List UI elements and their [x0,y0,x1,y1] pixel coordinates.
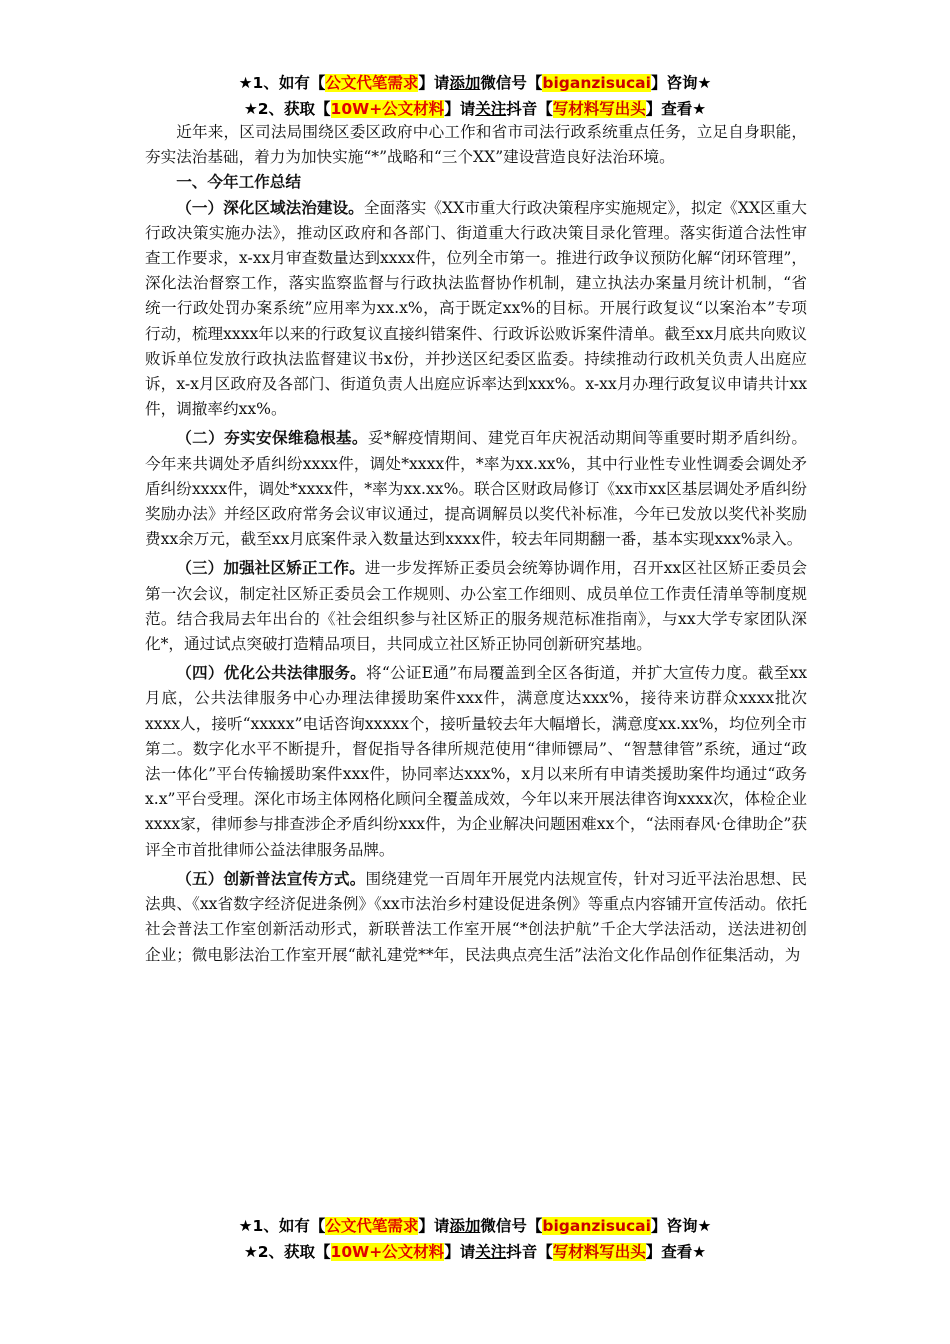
item-lead: （四）优化公共法律服务。 [176,664,366,683]
promo-line-2: ★2、获取【10W+公文材料】请关注抖音【写材料写出头】查看★ [243,1243,707,1261]
promo-line-1: ★1、如有【公文代笔需求】请添加微信号【biganzisucai】咨询★ [238,74,712,92]
item-paragraph-2 [145,426,807,552]
item-lead: （三）加强社区矫正工作。 [176,559,365,578]
item-lead: （一）深化区域法治建设。 [176,198,364,217]
item-paragraph-4 [145,661,807,863]
highlight-wechat: biganzisucai [542,1217,651,1235]
item-lead: （五）创新普法宣传方式。 [176,869,366,888]
highlight-wechat: biganzisucai [542,74,651,92]
promo-banner-bottom [140,1213,810,1265]
promo-line-2: ★2、获取【10W+公文材料】请关注抖音【写材料写出头】查看★ [243,100,707,118]
item-body: 妥*解疫情期间、建党百年庆祝活动期间等重要时期矛盾纠纷。今年来共调处矛盾纠纷xxxx件，调处*xxxx件，*率为xx.xx%，其中行业性专业性调委会调处矛盾纠纷xxxx件，调处*xxxx件，*率为xx.xx%。联合区财政局修订《xx市xx区基层调处矛盾纠纷奖励办法》并经区政府常务会议审议通过，提高调解员以奖代补标准，今年已发放以奖代补奖励费xx余万元，截至xx月底案件录入数量达到xxxx件，较去年同期翻一番，基本实现xxx%录入。 [145,429,807,549]
intro-paragraph: 近年来，区司法局围绕区委区政府中心工作和省市司法行政系统重点任务，立足自身职能，夯实法治基础，着力为加快实施“*”战略和“三个XX”建设营造良好法治环境。 [145,123,807,167]
item-paragraph-5 [145,867,807,968]
item-body: 围绕建党一百周年开展党内法规宣传，针对习近平法治思想、民法典、《xx省数字经济促进条例》《xx市法治乡村建设促进条例》等重点内容铺开宣传活动。依托社会普法工作室创新活动形式，新联普法工作室开展“*创法护航”千企大学法活动，送法进初创企业；微电影法治工作室开展“献礼建党**年，民法典点亮生活”法治文化作品创作征集活动，为 [145,869,807,964]
section-heading: 一、今年工作总结 [176,173,301,192]
document-body [145,120,807,968]
item-body: 进一步发挥矫正委员会统筹协调作用，召开xx区社区矫正委员会第一次会议，制定社区矫正委员会工作规则、办公室工作细则、成员单位工作责任清单等制度规范。结合我局去年出台的《社会组织参与社区矫正的服务规范标准指南》，与xx大学专家团队深化*，通过试点突破打造精品项目，共同成立社区矫正协同创新研究基地。 [145,559,807,654]
promo-line-1: ★1、如有【公文代笔需求】请添加微信号【biganzisucai】咨询★ [238,1217,712,1235]
item-lead: （二）夯实安保维稳根基。 [176,429,368,448]
item-paragraph-1 [145,196,807,423]
promo-banner-top [140,70,810,122]
item-body: 全面落实《XX市重大行政决策程序实施规定》，拟定《XX区重大行政决策实施办法》，推动区政府和各部门、街道重大行政决策目录化管理。落实街道合法性审查工作要求，x-xx月审查数量达到xxxx件，位列全市第一。推进行政争议预防化解“闭环管理”，深化法治督察工作，落实监察监督与行政执法监督协作机制，建立执法办案量月统计机制，“省统一行政处罚办案系统”应用率为xx.x%，高于既定xx%的目标。开展行政复议“以案治本”专项行动，梳理xxxx年以来的行政复议直接纠错案件、行政诉讼败诉案件清单。截至xx月底共向败议败诉单位发放行政执法监督建议书x份，并抄送区纪委区监委。持续推动行政机关负责人出庭应诉，x-x月区政府及各部门、街道负责人出庭应诉率达到xxx%。x-xx月办理行政复议申请共计xx件，调撤率约xx%。 [145,198,807,419]
highlight-text: 公文代笔需求 [325,1217,419,1235]
highlight-text: 10W+公文材料 [330,1243,445,1261]
item-paragraph-3 [145,556,807,657]
highlight-douyin: 写材料写出头 [552,1243,646,1261]
highlight-douyin: 写材料写出头 [552,100,646,118]
item-body: 将“公证E通”布局覆盖到全区各街道，并扩大宣传力度。截至xx月底，公共法律服务中心办理法律援助案件xxx件，满意度达xxx%，接待来访群众xxxx批次xxxx人，接听“xxxxx”电话咨询xxxxx个，接听量较去年大幅增长，满意度xx.xx%，均位列全市第二。数字化水平不断提升，督促指导各律所规范使用“律师镖局”、“智慧律管”系统，通过“政法一体化”平台传输援助案件xxx件，协同率达xxx%，x月以来所有申请类援助案件均通过“政务x.x”平台受理。深化市场主体网格化顾问全覆盖成效，今年以来开展法律咨询xxxx次，体检企业xxxx家，律师参与排查涉企矛盾纠纷xxx件，为企业解决问题困难xx个，“法雨春风·仓律助企”获评全市首批律师公益法律服务品牌。 [145,664,807,859]
highlight-text: 公文代笔需求 [325,74,419,92]
highlight-text: 10W+公文材料 [330,100,445,118]
